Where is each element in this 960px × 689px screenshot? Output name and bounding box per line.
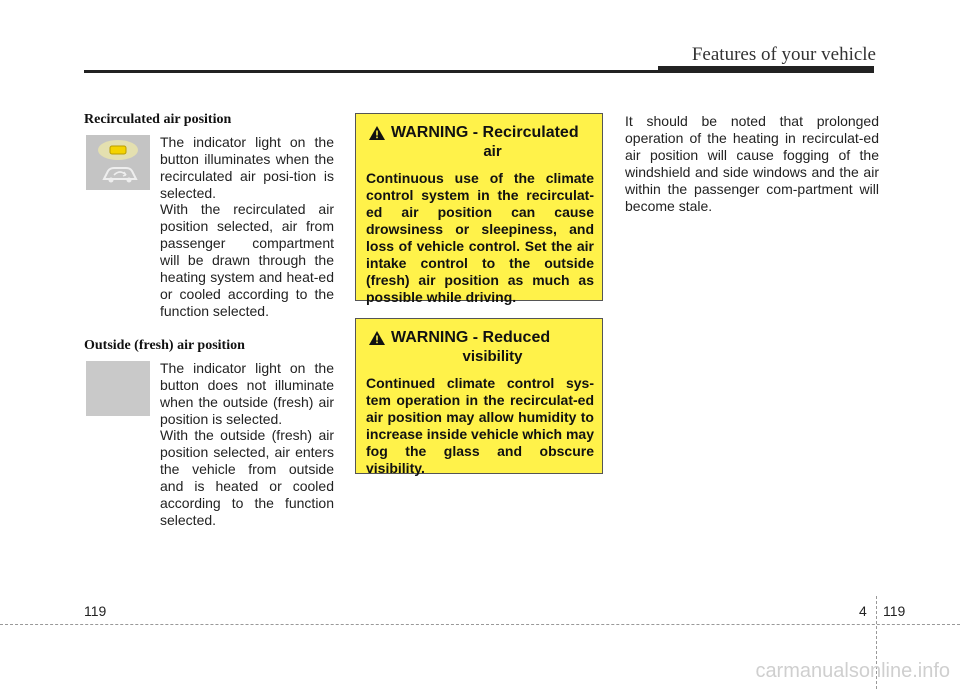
recirculate-car-icon [86, 135, 150, 190]
outside-paragraph-2: With the outside (fresh) air position selected, air enters the vehicle from outside and is heated or cooled according to the function selected. [160, 427, 334, 528]
page-number-left: 119 [84, 603, 107, 619]
section-heading-recirculated: Recirculated air position [84, 112, 232, 127]
outside-paragraph-1: The indicator light on the button does not illuminate when the outside (fresh) air position is selected. [160, 360, 334, 427]
recirculated-indicator-image [86, 135, 150, 190]
header-title: Features of your vehicle [691, 44, 876, 65]
watermark: carmanualsonline.info [755, 660, 950, 682]
warning-title-line1: WARNING - Recirculated [391, 124, 579, 141]
warning-box-recirculated [355, 113, 603, 305]
right-column-paragraph: It should be noted that prolonged operation of the heating in recirculat-ed air position will cause fogging of the windshield and side windows and the air within the passenger com-partment will become stale. [625, 113, 879, 214]
recirculated-paragraph-2: With the recirculated air position selected, air from passenger compartment will be drawn through the heating system and heat-ed or cooled according to the function selected. [160, 201, 334, 319]
warning-box-visibility [355, 318, 603, 474]
warning-body: Continued climate control sys-tem operation in the recirculat-ed air position may allow humidity to increase inside vehicle which may fog the glass and obscure visibility. [366, 375, 594, 476]
chapter-number: 4 [859, 603, 867, 619]
warning-title [366, 123, 594, 161]
header-rule-accent [658, 66, 874, 72]
warning-title-line1: WARNING - Reduced [391, 329, 551, 346]
warning-body: Continuous use of the climate control system in the recirculat-ed air position can cause drowsiness or sleepiness, and loss of vehicle control. Set the air intake control to the outside (fresh) air position as much as possible while driving. [366, 170, 594, 305]
section-heading-outside: Outside (fresh) air position [84, 338, 245, 353]
warning-title-line2: air [483, 143, 502, 160]
warning-title [366, 328, 594, 366]
page-number-right: 119 [883, 603, 906, 619]
warning-title-line2: visibility [462, 348, 523, 365]
recirculated-paragraph-1: The indicator light on the button illuminates when the recirculated air posi-tion is selected. [160, 134, 334, 201]
footer-rule [0, 624, 960, 625]
outside-indicator-image [86, 361, 150, 416]
warning-triangle-icon [368, 125, 386, 141]
warning-triangle-icon [368, 330, 386, 346]
